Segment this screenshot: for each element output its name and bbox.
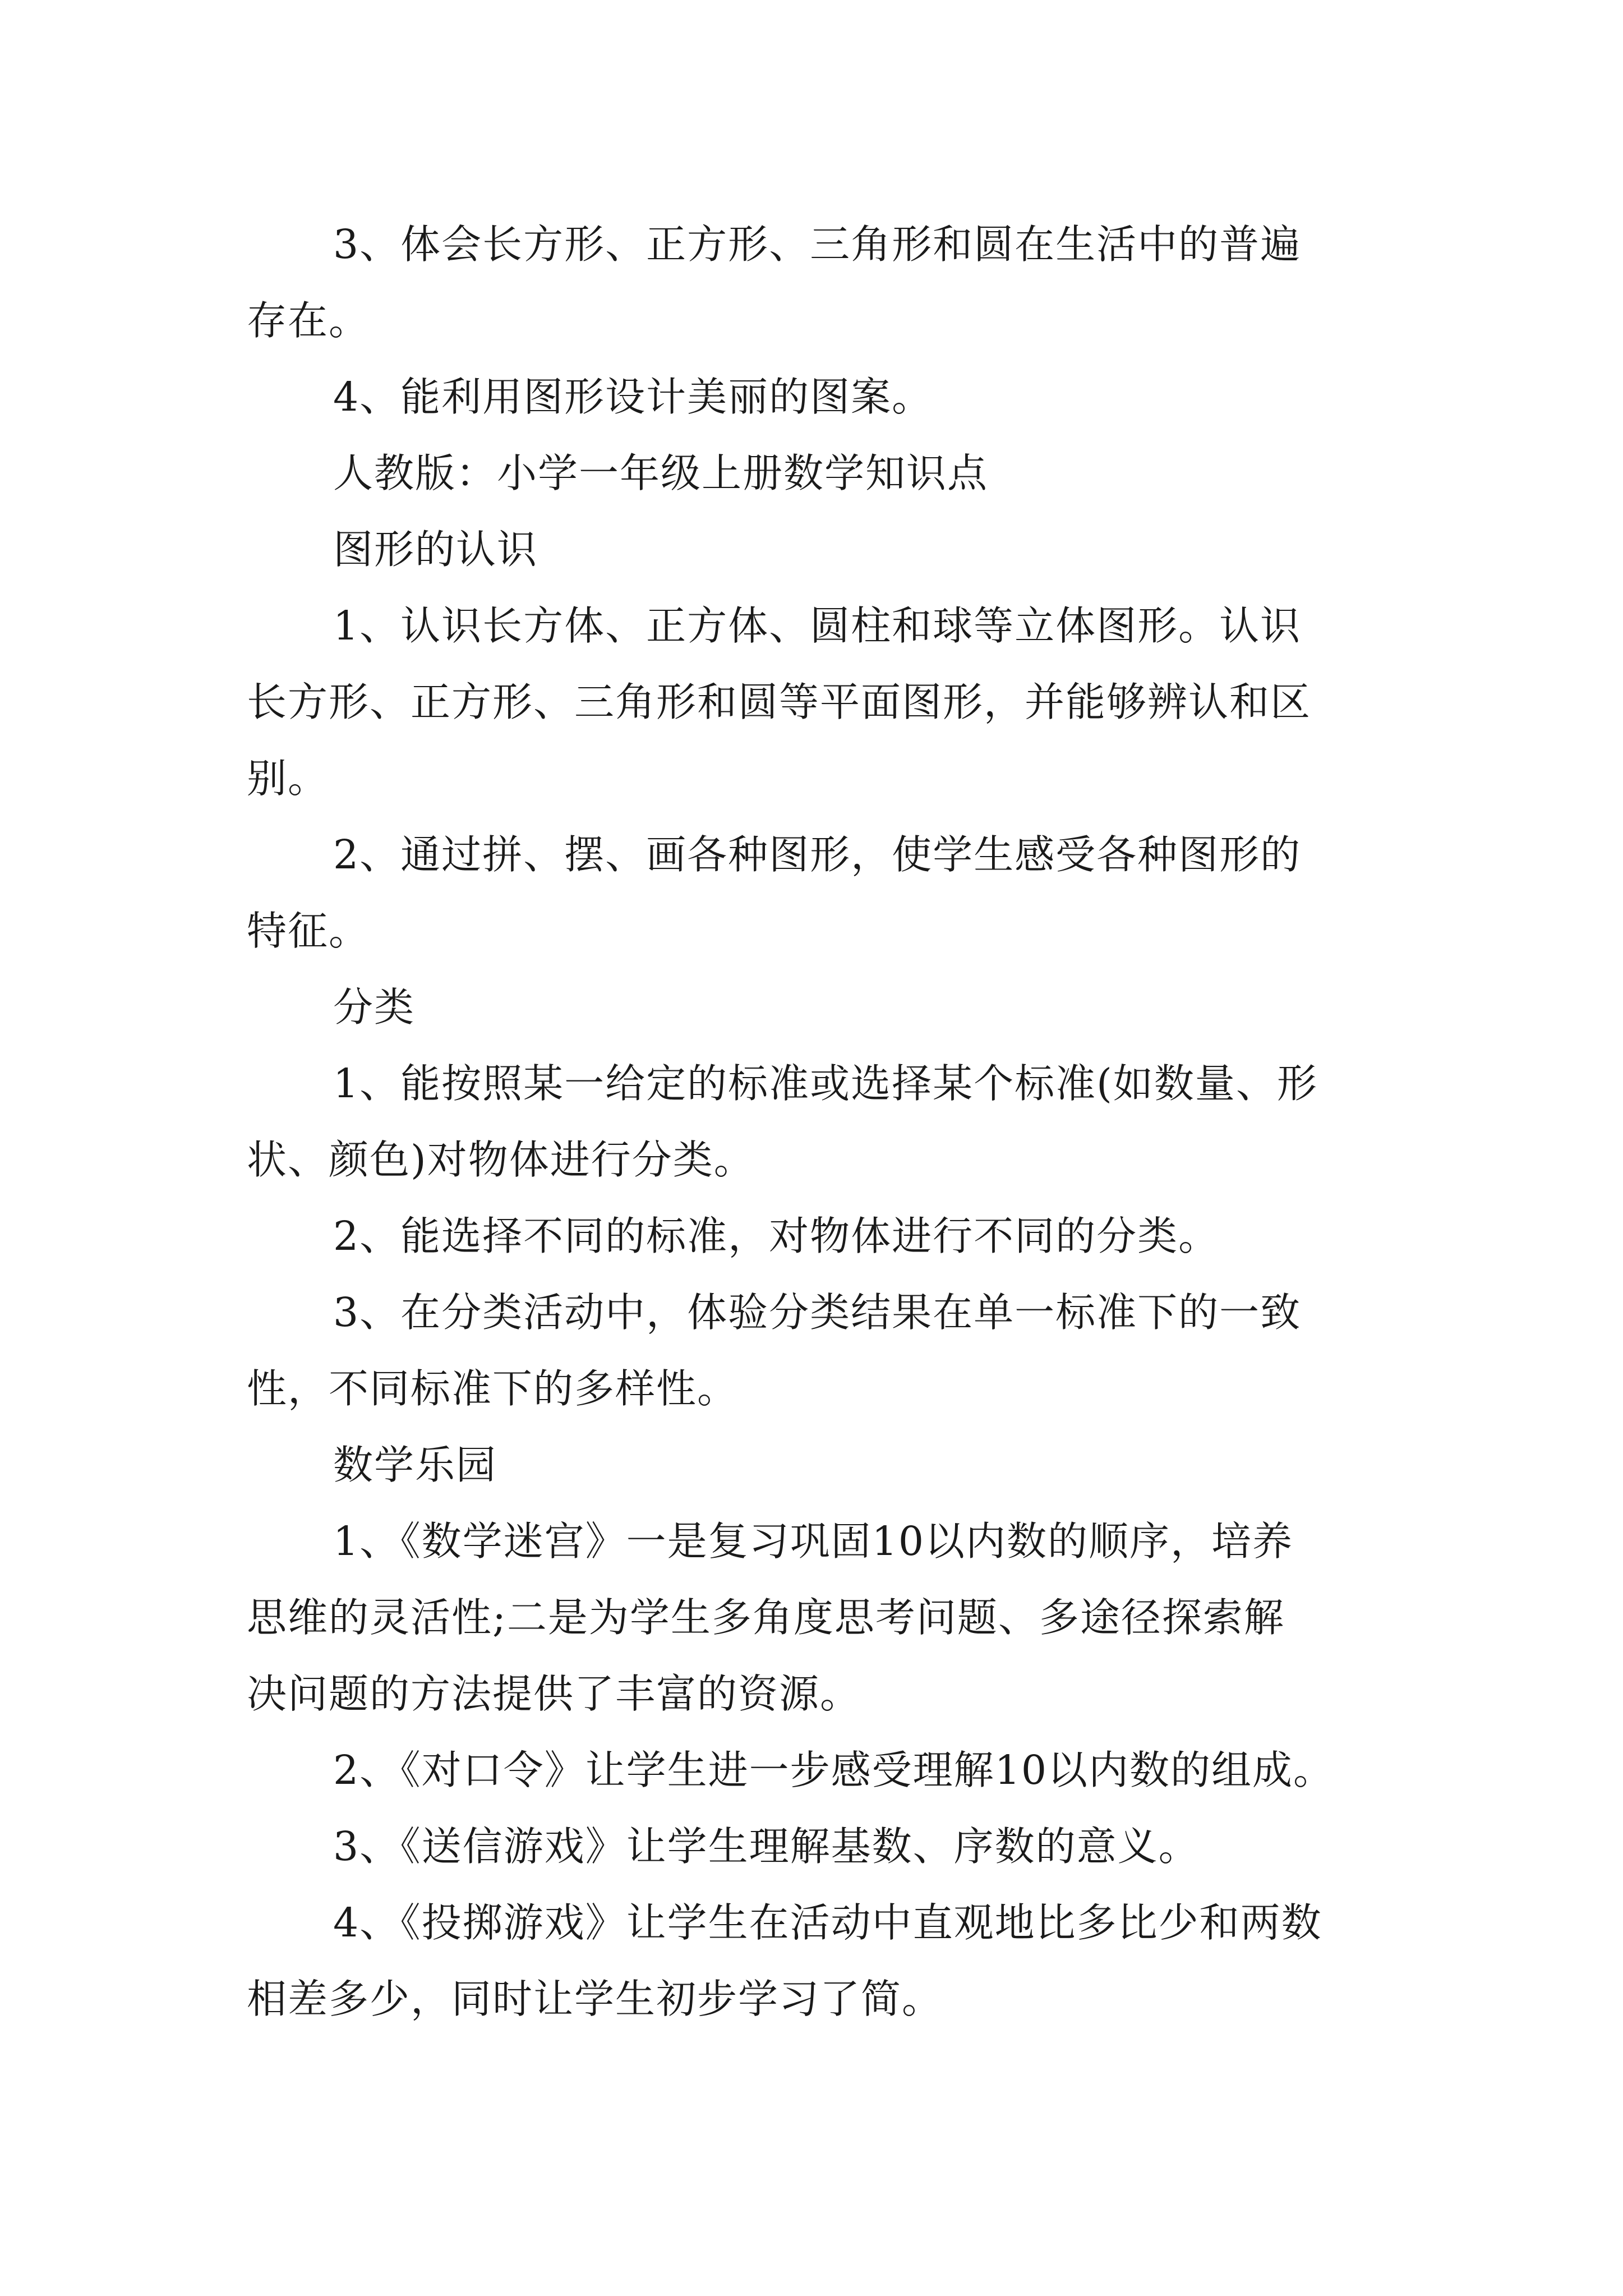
section-heading: 人教版：小学一年级上册数学知识点 (333, 450, 989, 496)
paragraph-line: 特征。 (247, 908, 370, 954)
paragraph-line: 3、体会长方形、正方形、三角形和圆在生活中的普遍 (333, 221, 1302, 268)
paragraph-line: 3、在分类活动中，体验分类结果在单一标准下的一致 (333, 1289, 1302, 1336)
paragraph-line: 别。 (247, 755, 329, 802)
paragraph-line: 4、《投掷游戏》让学生在活动中直观地比多比少和两数 (333, 1899, 1322, 1946)
document-body (247, 206, 1385, 2037)
paragraph-line: 性，不同标准下的多样性。 (247, 1365, 739, 1412)
paragraph-line: 1、《数学迷宫》一是复习巩固10以内数的顺序，培养 (333, 1518, 1294, 1565)
paragraph-line: 决问题的方法提供了丰富的资源。 (247, 1671, 861, 1717)
paragraph-line: 长方形、正方形、三角形和圆等平面图形，并能够辨认和区 (247, 679, 1312, 725)
paragraph-line: 1、认识长方体、正方体、圆柱和球等立体图形。认识 (333, 602, 1302, 649)
paragraph-line: 4、能利用图形设计美丽的图案。 (333, 374, 933, 420)
paragraph-line: 2、《对口令》让学生进一步感受理解10以内数的组成。 (333, 1747, 1335, 1793)
section-heading: 图形的认识 (333, 526, 538, 573)
section-heading: 分类 (333, 984, 416, 1030)
paragraph-line: 2、能选择不同的标准，对物体进行不同的分类。 (333, 1213, 1220, 1259)
section-heading: 数学乐园 (333, 1442, 497, 1488)
paragraph-line: 思维的灵活性;二是为学生多角度思考问题、多途径探索解 (247, 1594, 1285, 1641)
paragraph-line: 3、《送信游戏》让学生理解基数、序数的意义。 (333, 1823, 1200, 1870)
paragraph-line: 存在。 (247, 297, 370, 344)
paragraph-line: 2、通过拼、摆、画各种图形，使学生感受各种图形的 (333, 831, 1302, 878)
paragraph-line: 状、颜色)对物体进行分类。 (247, 1137, 755, 1183)
paragraph-line: 1、能按照某一给定的标准或选择某个标准(如数量、形 (333, 1060, 1318, 1107)
paragraph-line: 相差多少，同时让学生初步学习了简。 (247, 1976, 943, 2022)
